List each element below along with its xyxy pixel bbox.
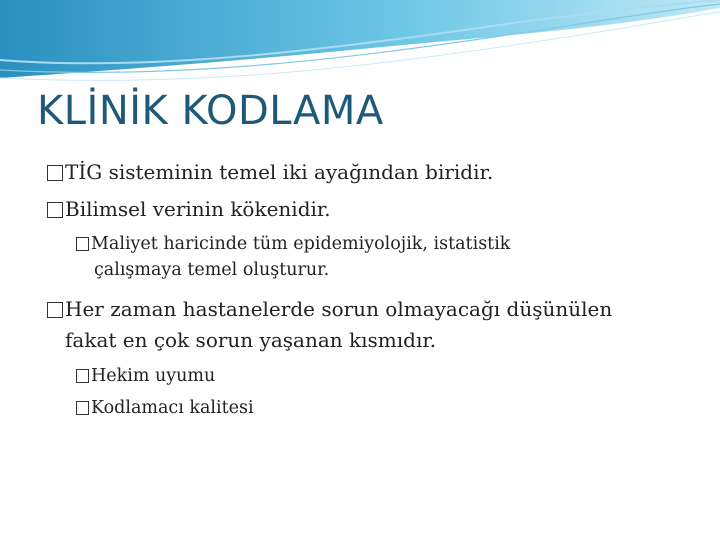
- bullet-text: Kodlamacı kalitesi: [91, 398, 254, 418]
- bullet-text: Bilimsel verinin kökenidir.: [65, 197, 331, 221]
- bullet-glyph-icon: [47, 165, 63, 181]
- bullet-item: [47, 297, 612, 321]
- bullet-item: [47, 197, 331, 221]
- sub-bullet-item: [76, 234, 510, 254]
- bullet-glyph-icon: [47, 202, 63, 218]
- bullet-text: Maliyet haricinde tüm epidemiyolojik, istatistik: [91, 234, 511, 254]
- bullet-text: Her zaman hastanelerde sorun olmayacağı düşünülen: [65, 297, 613, 321]
- bullet-continuation: çalışmaya temel oluşturur.: [94, 260, 330, 280]
- bullet-item: [47, 160, 493, 184]
- bullet-continuation: fakat en çok sorun yaşanan kısmıdır.: [65, 328, 437, 352]
- bullet-text: Hekim uyumu: [91, 366, 216, 386]
- bullet-glyph-icon: [76, 369, 89, 383]
- bullet-text: TİG sisteminin temel iki ayağından biridir.: [65, 160, 494, 184]
- sub-bullet-item: [76, 366, 215, 386]
- bullet-glyph-icon: [76, 401, 89, 415]
- bullet-glyph-icon: [47, 302, 63, 318]
- sub-bullet-item: [76, 398, 254, 418]
- slide-title: KLİNİK KODLAMA: [37, 88, 384, 134]
- bullet-glyph-icon: [76, 237, 89, 251]
